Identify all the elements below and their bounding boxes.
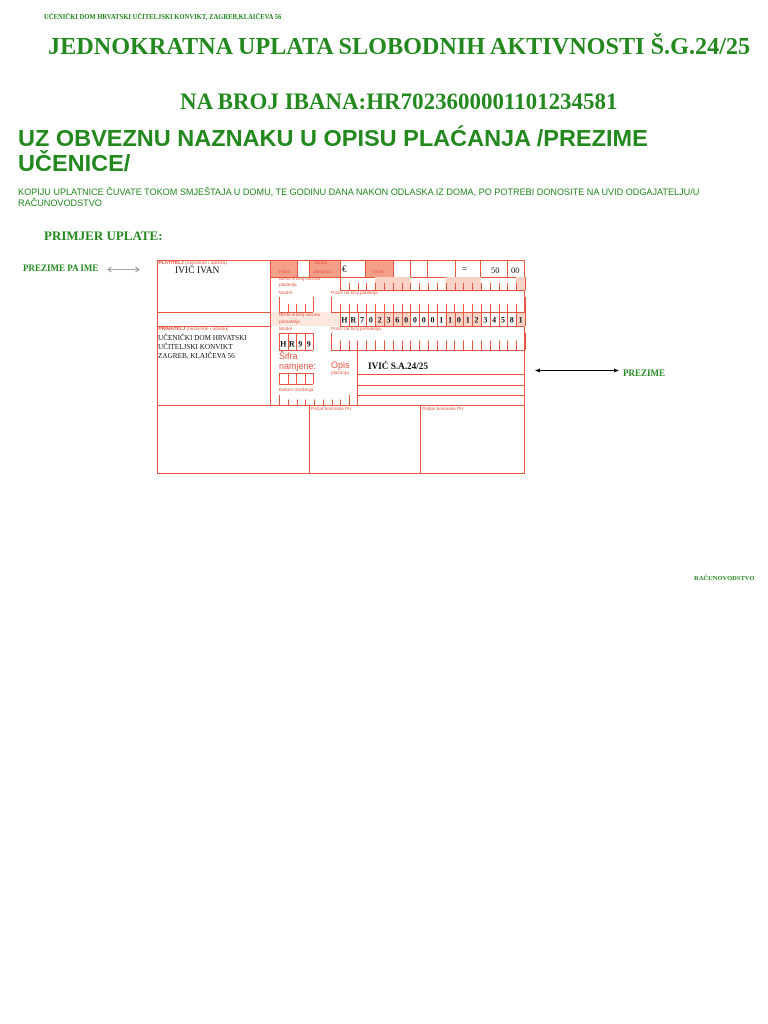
recipient-account-label-sub: primatelja [279,320,300,325]
payer-account-label: IBAN ili broj računa [279,277,321,282]
field-cell-shade [393,277,402,290]
field-char: 4 [492,315,497,325]
field-cell-shade [516,277,525,290]
field-char: 1 [448,315,453,325]
field-char: 1 [439,315,444,325]
signature-label: Potpis korisnika PU [422,407,464,412]
purpose-code-field [279,373,314,385]
field-char: 1 [465,315,470,325]
field-char: 2 [474,315,479,325]
payer-label-note: (naziv/ime i adresa) [185,260,227,266]
field-cell-rules [279,297,314,313]
currency-label-sub: plaćanja [313,269,331,275]
payment-description: IVIĆ S.A.24/25 [368,361,428,371]
recipient-label-note: (naziv/ime i adresa) [186,327,229,332]
payer-hint-arrow [108,267,139,272]
description-label-sub: plaćanja [331,371,349,376]
payer-model-label: Model [279,290,293,296]
recipient-address-line: UČENIČKI DOM HRVATSKI [158,334,247,342]
execution-date-label: Datum izvršenja [279,387,314,393]
example-label: PRIMJER UPLATE: [44,228,163,243]
instruction-heading [18,126,648,176]
field-char: 0 [456,315,461,325]
instruction-line: UZ OBVEZNU NAZNAKU U OPISU PLAĆANJA /PREZIME [18,125,648,152]
field-char: R [350,315,357,325]
recipient-address-line: UČITELJSKI KONVIKT [158,343,233,351]
amount-label: Iznos [372,269,384,275]
payer-reference-label: Poziv na broj platitelja [331,290,378,296]
recipient-section-label [159,328,229,333]
field-cell-rules [279,373,314,385]
purpose-code-label: Šifra namjene: [279,350,317,371]
field-char: 9 [306,339,311,349]
organization-line: UČENIČKI DOM HRVATSKI UČITELJSKI KONVIKT, ZAGREB,KLAIČEVA 56 [44,13,282,21]
recipient-model-label: Model [279,327,293,332]
field-char: 3 [386,315,391,325]
recipient-reference-field [331,333,526,351]
field-char: 8 [509,315,514,325]
field-cell-shade [455,277,464,290]
footer-department: RAČUNOVODSTVO [694,574,755,582]
field-char: 0 [421,315,426,325]
currency-value: € [342,264,347,274]
field-cell-rules [279,395,350,406]
payer-reference-field [331,297,526,313]
description-label: Opis [331,360,350,370]
field-char: 5 [500,315,505,325]
slip-fields [279,277,526,406]
recipient-account-label: IBAN ili broj računa [279,313,321,318]
amount-equals: = [462,264,468,274]
urgent-label: Hitno [279,269,291,275]
field-char: R [288,339,295,349]
field-char: 3 [483,315,488,325]
field-cell-shade [472,277,481,290]
amount-whole: 50 [491,264,500,275]
instruction-line: UČENICE/ [18,150,131,177]
iban-line: NA BROJ IBANA:HR7023600001101234581 [180,89,618,114]
field-char: H [280,339,287,349]
recipient-address-line: ZAGREB, KLAIČEVA 56 [158,352,235,360]
recipient-reference-label: Poziv na broj primatelja [331,327,381,332]
stamp-label: Pečat korisnika PU [311,407,352,412]
field-cell-rules [340,277,526,291]
retention-note: KOPIJU UPLATNICE ČUVATE TOKOM SMJEŠTAJA U DOMU, TE GODINU DANA NAKON ODLASKA IZ DOMA, PO POTREBI DONOSITE NA UVID ODGAJATELJU/U RAČUNOVODSTVO [18,187,700,209]
page-title: JEDNOKRATNA UPLATA SLOBODNIH AKTIVNOSTI Š.G.24/25 [48,34,751,60]
field-cell-rules [331,333,526,351]
description-hint-label: PREZIME [623,367,666,378]
description-hint-arrow [535,369,619,373]
execution-date-field [279,395,350,406]
payer-account-label-sub: platitelja [279,282,297,288]
field-cell-shade [375,277,384,290]
field-char: 7 [360,315,365,325]
field-char: 0 [430,315,435,325]
payer-account-field [340,277,526,291]
field-cell-shade [384,277,393,290]
payer-name: IVIĆ IVAN [175,266,220,276]
field-cell-shade [463,277,472,290]
currency-label: Valuta [314,260,328,266]
payer-model-field [279,297,314,313]
field-cell-shade [402,277,411,290]
field-char: 1 [518,315,523,325]
field-cell-rules [331,297,526,313]
field-char: 2 [377,315,382,325]
recipient-model-field [279,333,314,351]
field-char: 0 [404,315,409,325]
recipient-address [158,334,247,361]
field-char: H [341,315,348,325]
field-char: 0 [368,315,373,325]
recipient-label: PRIMATELJ [158,327,186,332]
payer-hint-label: PREZIME PA IME [23,262,99,273]
recipient-account-field [340,312,526,327]
field-cell-shade [446,277,455,290]
field-char: 6 [395,315,400,325]
amount-cents: 00 [511,264,520,275]
field-char: 0 [412,315,417,325]
field-char: 9 [298,339,303,349]
payer-label: PLATITELJ [158,260,184,266]
